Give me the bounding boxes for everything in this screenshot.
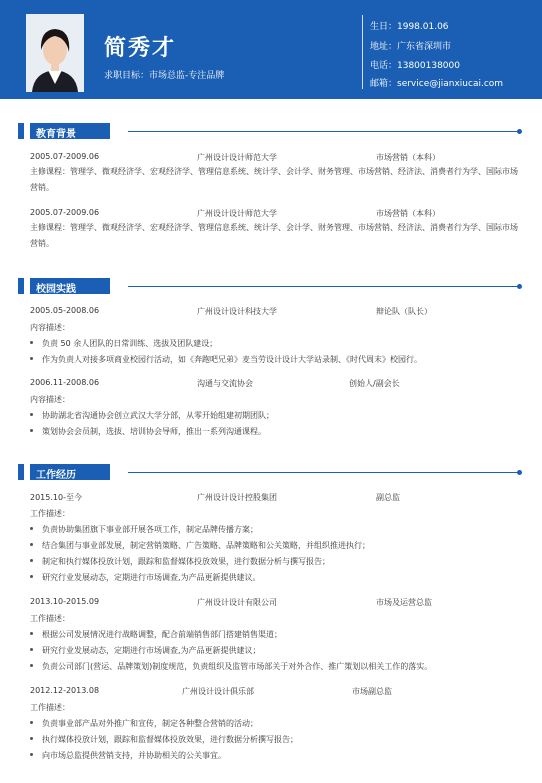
work-date: 2013.10-2015.09 [30,597,100,606]
contact-email[interactable]: 邮箱：service@jianxiucai.com [370,79,504,89]
section-line [128,472,518,473]
section-title-campus [30,278,110,294]
header-divider [362,15,363,89]
resume-header [0,0,542,99]
campus-org: 广州设计设计科技大学 [197,307,277,316]
section-title-education [30,123,110,139]
edu-major: 市场营销（本科） [376,209,440,218]
contact-birth: 生日：1998.01.06 [370,22,449,32]
work-position: 副总监 [376,493,400,502]
campus-label: 内容描述： [30,323,70,332]
campus-label: 内容描述： [30,395,70,404]
section-line [128,286,518,287]
job-objective: 求职目标：市场总监-专注品牌 [104,71,225,81]
work-label: 工作描述： [30,703,70,712]
work-company: 广州设计设计俱乐部 [182,687,254,696]
edu-desc: 主修课程：管理学、微观经济学、宏观经济学、管理信息系统、统计学、会计学、财务管理、市场营销、经济法、消费者行为学、国际市场营销。 [30,167,518,192]
section-title-education-text: 教育背景 [36,129,76,140]
campus-role: 创始人/副会长 [349,379,400,388]
edu-date: 2005.07-2009.06 [30,208,100,217]
campus-org: 沟通与交流协会 [197,379,253,388]
section-title-work-text: 工作经历 [36,470,76,481]
campus-role: 辩论队（队长） [376,307,432,316]
edu-school: 广州设计设计师范大学 [197,209,277,218]
contact-phone: 电话：13800138000 [370,61,460,71]
candidate-name: 简秀才 [104,36,177,61]
edu-desc: 主修课程：管理学、微观经济学、宏观经济学、管理信息系统、统计学、会计学、财务管理、市场营销、经济法、消费者行为学、国际市场营销。 [30,223,518,248]
work-label: 工作描述： [30,614,70,623]
edu-date: 2005.07-2009.06 [30,152,100,161]
edu-major: 市场营销（本科） [376,153,440,162]
work-company: 广州设计设计控股集团 [197,493,277,502]
work-company: 广州设计设计有限公司 [197,598,277,607]
contact-address: 地址：广东省深圳市 [370,42,452,52]
work-date: 2015.10-至今 [30,493,82,502]
edu-school: 广州设计设计师范大学 [197,153,277,162]
campus-date: 2005.05-2008.06 [30,306,100,315]
work-date: 2012.12-2013.08 [30,686,100,695]
section-dot [517,284,522,289]
campus-date: 2006.11-2008.06 [30,378,100,387]
work-position: 市场副总监 [352,687,392,696]
section-line [128,131,518,132]
section-title-campus-text: 校园实践 [36,284,76,295]
section-dot [517,470,522,475]
section-title-work [30,464,110,480]
section-dot [517,129,522,134]
work-label: 工作描述： [30,509,70,518]
profile-photo [26,14,84,92]
work-position: 市场及运营总监 [376,598,432,607]
